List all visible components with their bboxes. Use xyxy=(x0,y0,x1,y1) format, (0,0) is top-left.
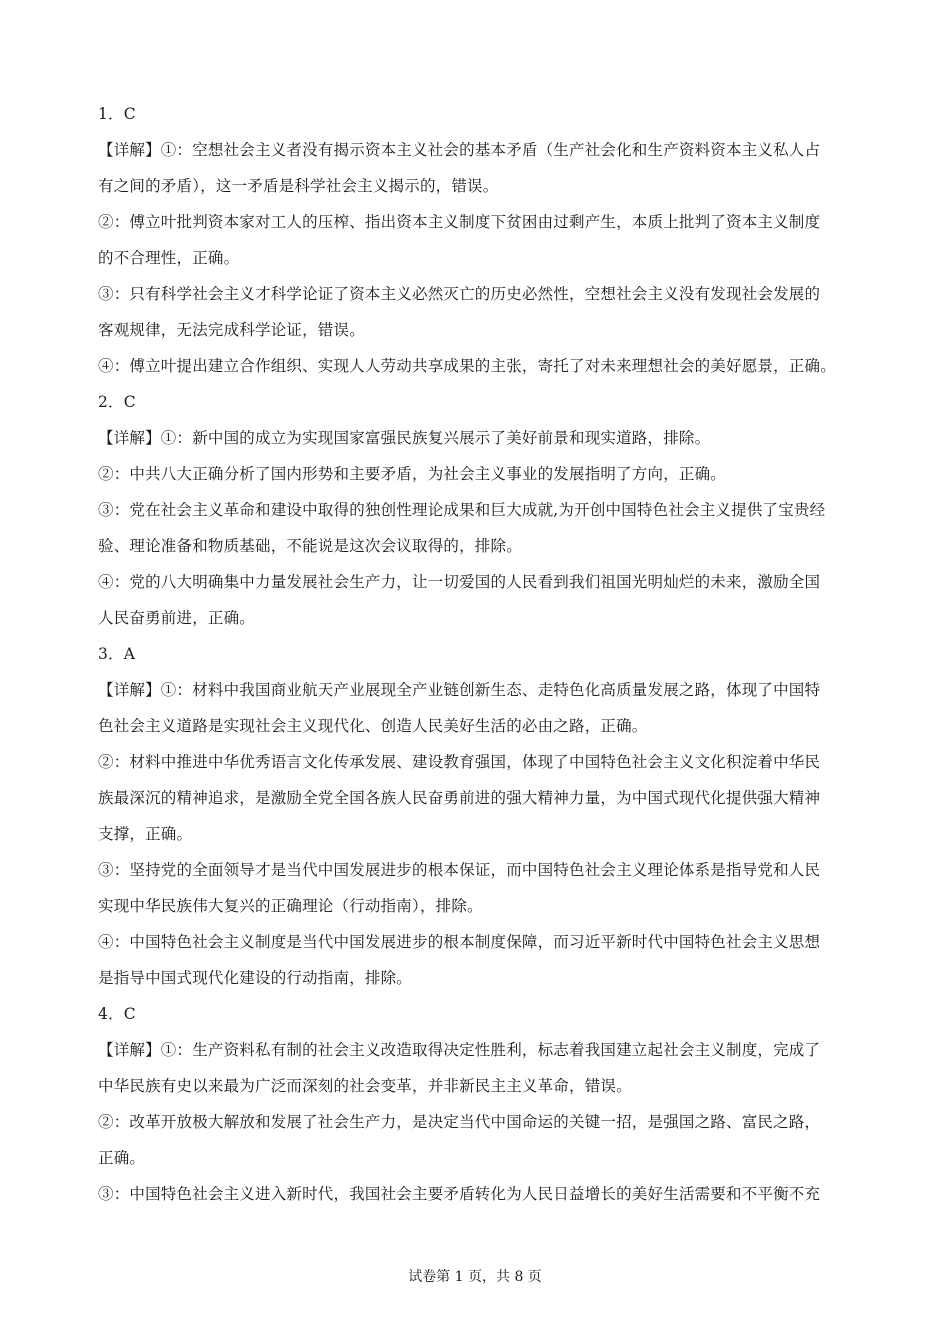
explanation-line: ③：党在社会主义革命和建设中取得的独创性理论成果和巨大成就,为开创中国特色社会主义提供了宝贵经 xyxy=(98,501,826,519)
explanation-line: 验、理论准备和物质基础，不能说是这次会议取得的，排除。 xyxy=(98,537,522,555)
explanation-line: ③：坚持党的全面领导才是当代中国发展进步的根本保证，而中国特色社会主义理论体系是指导党和人民 xyxy=(98,861,821,879)
question-number: 3．A xyxy=(98,645,136,663)
question-number: 1．C xyxy=(98,105,136,123)
explanation-line: ②：材料中推进中华优秀语言文化传承发展、建设教育强国，体现了中国特色社会主义文化积淀着中华民 xyxy=(98,753,821,771)
explanation-line: 人民奋勇前进，正确。 xyxy=(98,609,256,627)
question-number: 2．C xyxy=(98,393,136,411)
explanation-line: ③：中国特色社会主义进入新时代，我国社会主要矛盾转化为人民日益增长的美好生活需要和不平衡不充 xyxy=(98,1185,821,1203)
explanation-line: 【详解】①：空想社会主义者没有揭示资本主义社会的基本矛盾（生产社会化和生产资料资本主义私人占 xyxy=(98,141,821,159)
explanation-line: ④：中国特色社会主义制度是当代中国发展进步的根本制度保障，而习近平新时代中国特色社会主义思想 xyxy=(98,933,821,951)
question-block xyxy=(98,996,858,1212)
explanation-line: ②：改革开放极大解放和发展了社会生产力，是决定当代中国命运的关键一招，是强国之路、富民之路， xyxy=(98,1113,821,1131)
explanation-line: 色社会主义道路是实现社会主义现代化、创造人民美好生活的必由之路，正确。 xyxy=(98,717,648,735)
question-block xyxy=(98,384,858,636)
explanation-line: 有之间的矛盾），这一矛盾是科学社会主义揭示的，错误。 xyxy=(98,177,499,195)
explanation-line: 的不合理性，正确。 xyxy=(98,249,240,267)
question-number: 4．C xyxy=(98,1005,136,1023)
explanation-line: ④：傅立叶提出建立合作组织、实现人人劳动共享成果的主张，寄托了对未来理想社会的美好愿景，正确。 xyxy=(98,357,836,375)
explanation-line: ②：中共八大正确分析了国内形势和主要矛盾，为社会主义事业的发展指明了方向，正确。 xyxy=(98,465,727,483)
explanation-line: 客观规律，无法完成科学论证，错误。 xyxy=(98,321,365,339)
explanation-line: 中华民族有史以来最为广泛而深刻的社会变革，并非新民主主义革命，错误。 xyxy=(98,1077,632,1095)
explanation-line: 支撑，正确。 xyxy=(98,825,193,843)
question-block xyxy=(98,96,858,384)
explanation-line: 实现中华民族伟大复兴的正确理论（行动指南），排除。 xyxy=(98,897,483,915)
answer-content xyxy=(98,96,858,1212)
explanation-line: ②：傅立叶批判资本家对工人的压榨、指出资本主义制度下贫困由过剩产生，本质上批判了资本主义制度 xyxy=(98,213,821,231)
explanation-line: ③：只有科学社会主义才科学论证了资本主义必然灭亡的历史必然性，空想社会主义没有发现社会发展的 xyxy=(98,285,821,303)
explanation-line: 族最深沉的精神追求，是激励全党全国各族人民奋勇前进的强大精神力量，为中国式现代化提供强大精神 xyxy=(98,789,821,807)
explanation-line: 是指导中国式现代化建设的行动指南，排除。 xyxy=(98,969,413,987)
page-footer: 试卷第 1 页，共 8 页 xyxy=(408,1269,542,1285)
explanation-line: 【详解】①：材料中我国商业航天产业展现全产业链创新生态、走特色化高质量发展之路，体现了中国特 xyxy=(98,681,821,699)
explanation-line: 【详解】①：生产资料私有制的社会主义改造取得决定性胜利，标志着我国建立起社会主义制度，完成了 xyxy=(98,1041,821,1059)
explanation-line: 正确。 xyxy=(98,1149,146,1167)
question-block xyxy=(98,636,858,996)
explanation-line: ④：党的八大明确集中力量发展社会生产力，让一切爱国的人民看到我们祖国光明灿烂的未来，激励全国 xyxy=(98,573,821,591)
explanation-line: 【详解】①：新中国的成立为实现国家富强民族复兴展示了美好前景和现实道路，排除。 xyxy=(98,429,711,447)
